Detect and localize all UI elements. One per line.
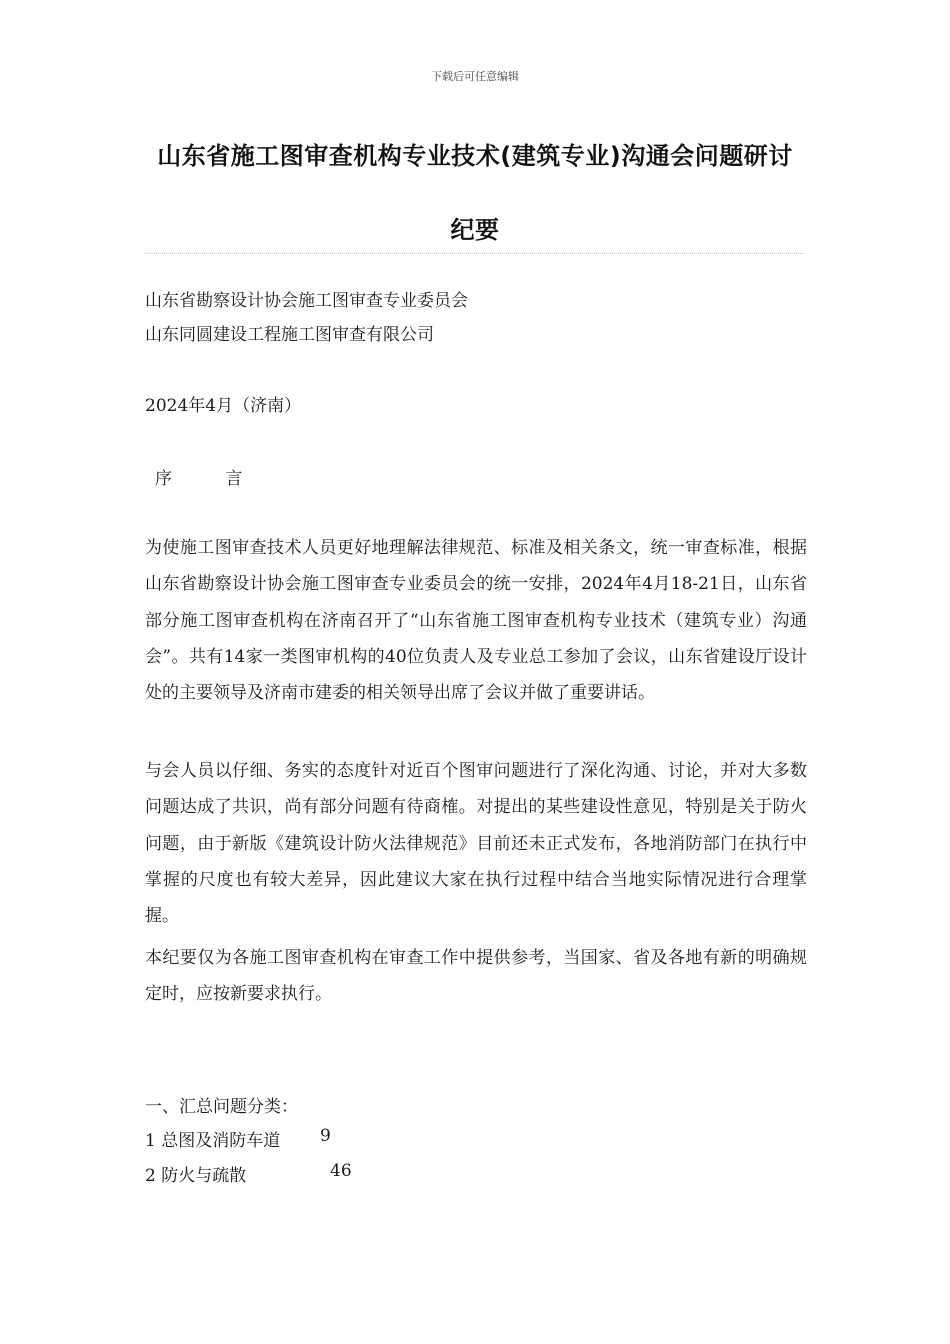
summary-heading: 一、汇总问题分类： — [145, 1097, 298, 1117]
header-note: 下载后可任意编辑 — [431, 70, 519, 83]
meeting-date: 2024年4月（济南） — [145, 396, 302, 416]
summary-item — [145, 1161, 352, 1186]
paragraph-intro: 为使施工图审查技术人员更好地理解法律规范、标准及相关条文，统一审查标准，根据山东省勘察设计协会施工图审查专业委员会的统一安排，2024年4月18-21日，山东省部分施工图审查机构在济南召开了“山东省施工图审查机构专业技术（建筑专业）沟通会”。共有14家一类图审机构的40位负责人及专业总工参加了会议，山东省建设厅设计处的主要领导及济南市建委的相关领导出席了会议并做了重要讲话。 — [145, 538, 807, 704]
summary-item — [145, 1126, 331, 1151]
paragraph-disclaimer: 本纪要仅为各施工图审查机构在审查工作中提供参考，当国家、省及各地有新的明确规定时，应按新要求执行。 — [145, 948, 807, 1005]
organization-2: 山东同圆建设工程施工图审查有限公司 — [145, 325, 434, 345]
paragraph-discussion: 与会人员以仔细、务实的态度针对近百个图审问题进行了深化沟通、讨论，并对大多数问题达成了共识，尚有部分问题有待商榷。对提出的某些建设性意见，特别是关于防火问题，由于新版《建筑设计防火法律规范》目前还未正式发布，各地消防部门在执行中掌握的尺度也有较大差异，因此建议大家在执行过程中结合当地实际情况进行合理掌握。 — [145, 761, 807, 927]
organization-1: 山东省勘察设计协会施工图审查专业委员会 — [145, 291, 468, 311]
summary-item-label: 1 总图及消防车道 — [145, 1131, 281, 1151]
document-title-line-1: 山东省施工图审查机构专业技术(建筑专业)沟通会问题研讨 — [157, 142, 793, 170]
title-divider — [145, 253, 805, 254]
summary-item-count: 9 — [320, 1126, 331, 1146]
summary-item-label: 2 防火与疏散 — [145, 1166, 247, 1186]
preface-char-1: 序 — [155, 469, 172, 489]
summary-item-count: 46 — [330, 1161, 352, 1181]
document-title-line-2: 纪要 — [450, 216, 500, 244]
preface-heading — [155, 464, 242, 489]
preface-char-2: 言 — [225, 469, 243, 489]
